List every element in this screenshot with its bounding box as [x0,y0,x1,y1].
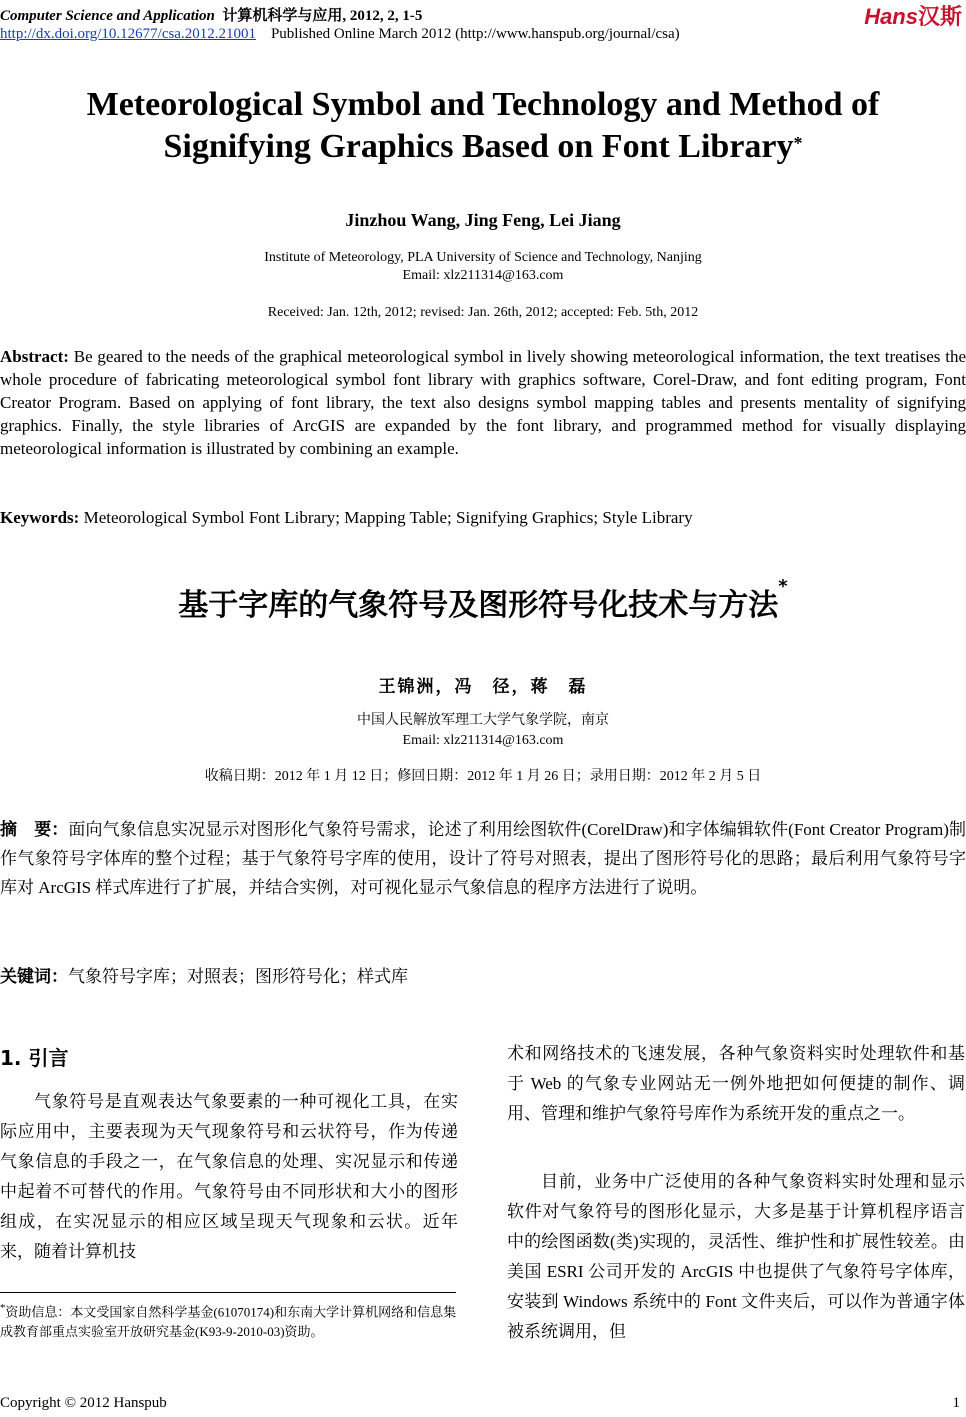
abstract-cn [0,815,966,902]
received-dates-cn: 收稿日期：2012 年 1 月 12 日；修回日期：2012 年 1 月 26 日；录用日期：2012 年 2 月 5 日 [204,769,762,784]
title-cn-text: 基于字库的气象符号及图形符号化技术与方法 [178,588,779,623]
affiliation-cn: 中国人民解放军理工大学气象学院，南京 [357,713,609,728]
abstract-cn-label: 摘 要： [0,820,69,839]
title-footnote-mark: * [793,133,803,153]
paper-title-cn [0,576,966,624]
logo-en: Hans [864,4,918,29]
doi-link[interactable]: http://dx.doi.org/10.12677/csa.2012.21001 [0,26,256,42]
hans-logo [864,0,962,31]
title-line-2: Signifying Graphics Based on Font Library [163,128,794,165]
received-dates-en: Received: Jan. 12th, 2012; revised: Jan. 26th, 2012; accepted: Feb. 5th, 2012 [267,305,699,320]
copyright: Copyright © 2012 Hanspub [0,1395,167,1411]
email-cn: Email: xlz211314@163.com [402,733,564,748]
abstract-en [0,345,966,460]
page-number: 1 [952,1395,960,1411]
keywords-cn-label: 关键词： [0,967,68,986]
keywords-label: Keywords: [0,508,80,527]
title-line-1: Meteorological Symbol and Technology and Method of [86,86,880,123]
journal-name-en: Computer Science and Application [0,8,215,24]
footnote-rule [0,1292,456,1293]
journal-header [0,4,422,25]
keywords-cn [0,962,966,991]
keywords-text: Meteorological Symbol Font Library; Mapping Table; Signifying Graphics; Style Library [79,508,693,527]
section-heading: 1. 引言 [0,1046,69,1070]
affiliation-en: Institute of Meteorology, PLA University of Science and Technology, Nanjing [264,250,702,265]
footnote [0,1298,458,1342]
right-column-paragraph-2: 目前，业务中广泛使用的各种气象资料实时处理和显示软件对气象符号的图形化显示，大多是基于计算机程序语言中的绘图函数(类)实现的，灵活性、维护性和扩展性较差。由美国 ESRI 公司开发的 ArcGIS 中也提供了气象符号字体库，安装到 Windows 系统中的 Font 文件夹后，可以作为普通字体被系统调用，但 [507,1172,965,1341]
authors-en: Jinzhou Wang, Jing Feng, Lei Jiang [345,210,621,230]
email-en: Email: xlz211314@163.com [402,268,564,283]
journal-name-cn: 计算机科学与应用, 2012, 2, 1-5 [222,8,423,24]
abstract-text: Be geared to the needs of the graphical meteorological symbol in lively showing meteorological information, the text treatises the whole procedure of fabricating meteorological symbol font library with graphics software, Corel-Draw, and font editing program, Font Creator Program. Based on applying of font library, the text also designs symbol mapping tables and presents mentality of signifying graphics. Finally, the style libraries of ArcGIS are expanded by the font library, and programmed method for visually displaying meteorological information is illustrated by combining an example. [0,347,966,458]
paper-title-en [0,84,966,168]
footnote-text: 资助信息：本文受国家自然科学基金(61070174)和东南大学计算机网络和信息集成教育部重点实验室开放研究基金(K93-9-2010-03)资助。 [0,1304,457,1340]
logo-cn: 汉斯 [917,4,962,29]
abstract-cn-text: 面向气象信息实况显示对图形化气象符号需求，论述了利用绘图软件(CorelDraw)和字体编辑软件(Font Creator Program)制作气象符号字体库的整个过程；基于气象符号字库的使用，设计了符号对照表，提出了图形符号化的思路；最后利用气象符号字库对 ArcGIS 样式库进行了扩展，并结合实例，对可视化显示气象信息的程序方法进行了说明。 [0,820,966,897]
footnote-mark: * [0,1302,6,1314]
published-online: Published Online March 2012 (http://www.hanspub.org/journal/csa) [270,26,680,42]
abstract-label: Abstract: [0,347,69,366]
left-column-paragraph: 气象符号是直观表达气象要素的一种可视化工具，在实际应用中，主要表现为天气现象符号和云状符号，作为传递气象信息的手段之一，在气象信息的处理、实况显示和传递中起着不可替代的作用。气象符号由不同形状和大小的图形组成，在实况显示的相应区域呈现天气现象和云状。近年来，随着计算机技 [0,1092,458,1261]
keywords-en [0,506,966,529]
authors-cn: 王锦洲，冯 径，蒋 磊 [378,677,588,696]
right-column-paragraph-1: 术和网络技术的飞速发展，各种气象资料实时处理软件和基于 Web 的气象专业网站无一例外地把如何便捷的制作、调用、管理和维护气象符号库作为系统开发的重点之一。 [507,1044,965,1123]
title-cn-footnote-mark: * [778,576,788,597]
doi-line [0,26,680,43]
keywords-cn-text: 气象符号字库；对照表；图形符号化；样式库 [68,967,408,986]
